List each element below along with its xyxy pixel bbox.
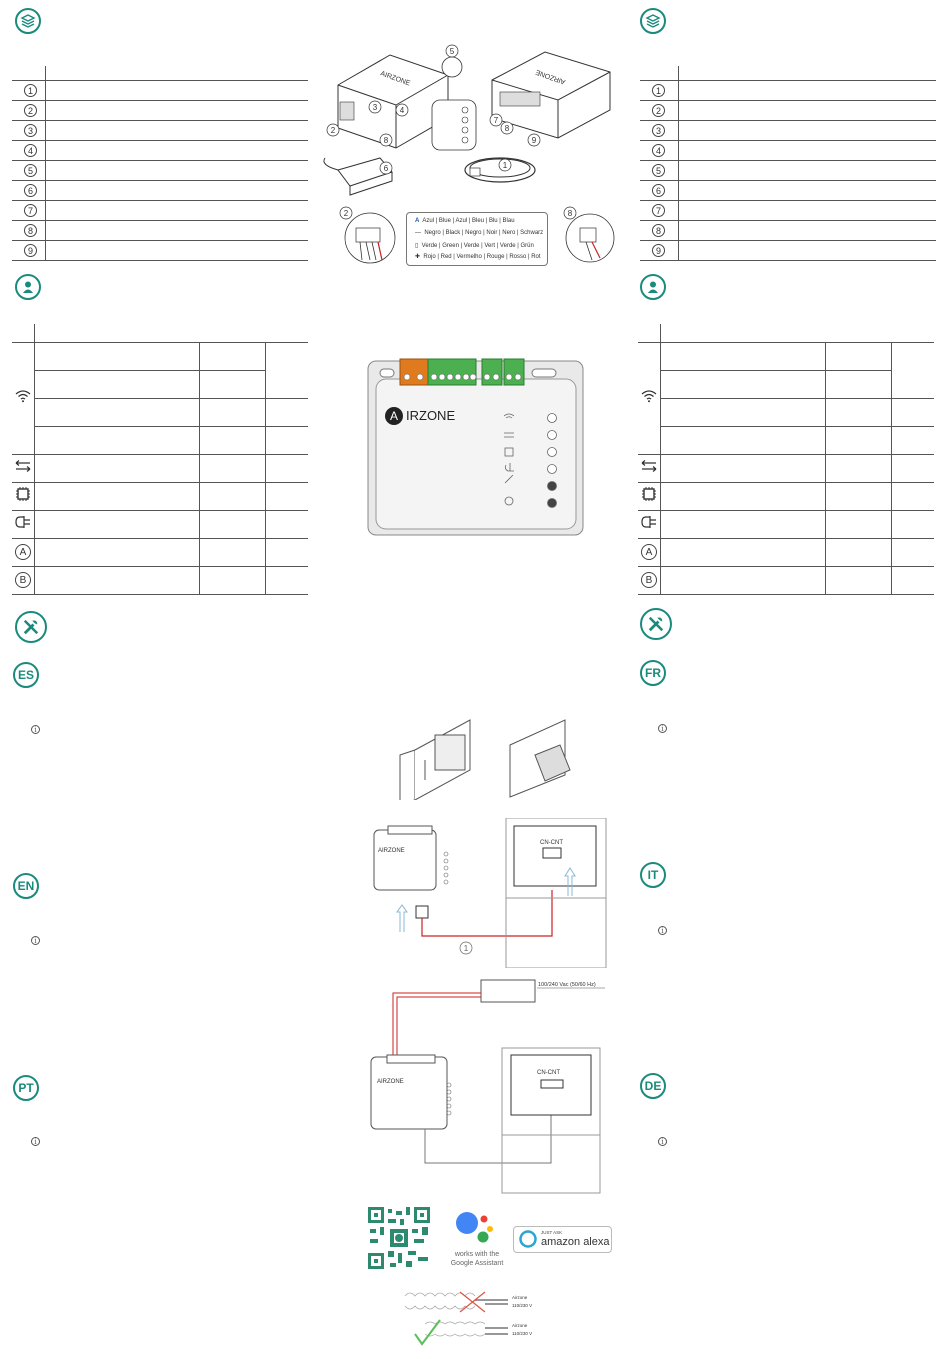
- part-number: 5: [652, 164, 665, 177]
- wifi-icon: [12, 342, 34, 454]
- lang-badge-fr: FR: [640, 660, 666, 686]
- svg-text:7: 7: [493, 116, 499, 125]
- led-a-icon: A: [15, 544, 31, 560]
- plug-icon: [12, 510, 34, 538]
- qr-code[interactable]: [366, 1205, 432, 1271]
- wire-color-legend: A Azul | Blue | Azul | Bleu | Blu | Blau — Negro | Black | Negro | Noir | Nero | Schwarz ▯ Verde | Green | Verde | Vert | Verde | Grün ✚ Rojo | Red | Vermelho | Rouge | Rosso | Rot: [406, 212, 548, 266]
- cable-label-top: Airzone 110/230 V: [512, 1295, 533, 1308]
- lang-badge-es: ES: [13, 662, 39, 688]
- led-table-left: [12, 324, 308, 595]
- svg-text:8: 8: [504, 124, 510, 133]
- part-number: 5: [24, 164, 37, 177]
- svg-text:2: 2: [330, 126, 336, 135]
- wifi-icon: [638, 342, 660, 454]
- info-icon: i: [658, 724, 667, 733]
- google-assistant-text: works with the Google Assistant: [450, 1251, 504, 1267]
- lang-badge-de: DE: [640, 1073, 666, 1099]
- part-number: 6: [24, 184, 37, 197]
- svg-text:4: 4: [399, 106, 405, 115]
- connector-label: CN-CNT: [540, 840, 563, 846]
- plug-icon: [638, 510, 660, 538]
- power-spec: 100/240 Vac (50/60 Hz): [538, 982, 596, 988]
- info-icon: i: [658, 1137, 667, 1146]
- part-number: 9: [652, 244, 665, 257]
- lang-badge-it: IT: [640, 862, 666, 888]
- installation-tools-icon: [15, 611, 47, 643]
- part-number: 2: [24, 104, 37, 117]
- part-number: 1: [24, 84, 37, 97]
- svg-text:6: 6: [383, 164, 389, 173]
- info-icon: i: [31, 725, 40, 734]
- svg-text:8: 8: [383, 136, 389, 145]
- svg-text:1: 1: [502, 161, 508, 170]
- google-assistant-logo: [454, 1210, 496, 1246]
- device-front-illustration: [366, 355, 586, 540]
- led-b-icon: B: [641, 572, 657, 588]
- info-icon: i: [658, 926, 667, 935]
- leds-section-icon: [640, 274, 666, 300]
- alexa-badge: JUST ASK amazon alexa: [513, 1226, 612, 1253]
- chip-icon: [12, 482, 34, 510]
- led-a-icon: A: [641, 544, 657, 560]
- wall-mount-illustration: [395, 715, 605, 800]
- arrows-icon: [12, 454, 34, 482]
- brand-label: AIRZONE: [377, 1079, 404, 1085]
- components-section-icon: [15, 8, 41, 34]
- components-section-icon: [640, 8, 666, 34]
- part-number: 8: [24, 224, 37, 237]
- lang-badge-en: EN: [13, 873, 39, 899]
- lang-badge-pt: PT: [13, 1075, 39, 1101]
- brand-initial: A: [389, 409, 399, 423]
- brand-label: AIRZONE: [378, 848, 405, 854]
- wiring-diagram-cn-cnt: [370, 818, 610, 968]
- part-number: 3: [652, 124, 665, 137]
- alexa-icon: [519, 1230, 537, 1248]
- part-number: 8: [652, 224, 665, 237]
- part-number: 3: [24, 124, 37, 137]
- svg-text:AIRZONE: AIRZONE: [379, 70, 411, 88]
- leds-section-icon: [15, 274, 41, 300]
- led-table-right: [638, 324, 934, 595]
- svg-text:5: 5: [449, 47, 455, 56]
- svg-text:2: 2: [343, 209, 349, 218]
- part-number: 1: [652, 84, 665, 97]
- part-number: 7: [652, 204, 665, 217]
- cable-label-bottom: Airzone 110/230 V: [512, 1323, 533, 1336]
- part-number: 6: [652, 184, 665, 197]
- svg-text:9: 9: [531, 136, 537, 145]
- brand-name: IRZONE: [406, 408, 456, 423]
- part-number: 9: [24, 244, 37, 257]
- connector-label: CN-CNT: [537, 1070, 560, 1076]
- parts-table-left: [12, 66, 308, 261]
- part-number: 4: [652, 144, 665, 157]
- part-number: 4: [24, 144, 37, 157]
- info-icon: i: [31, 1137, 40, 1146]
- arrows-icon: [638, 454, 660, 482]
- part-number: 7: [24, 204, 37, 217]
- chip-icon: [638, 482, 660, 510]
- installation-tools-icon: [640, 608, 672, 640]
- svg-text:3: 3: [372, 103, 378, 112]
- led-b-icon: B: [15, 572, 31, 588]
- svg-text:8: 8: [567, 209, 573, 218]
- wiring-diagram-power: [365, 975, 610, 1200]
- svg-text:AIRZONE: AIRZONE: [534, 67, 567, 86]
- callout-number: 1: [463, 944, 469, 953]
- parts-table-right: [640, 66, 936, 261]
- part-number: 2: [652, 104, 665, 117]
- info-icon: i: [31, 936, 40, 945]
